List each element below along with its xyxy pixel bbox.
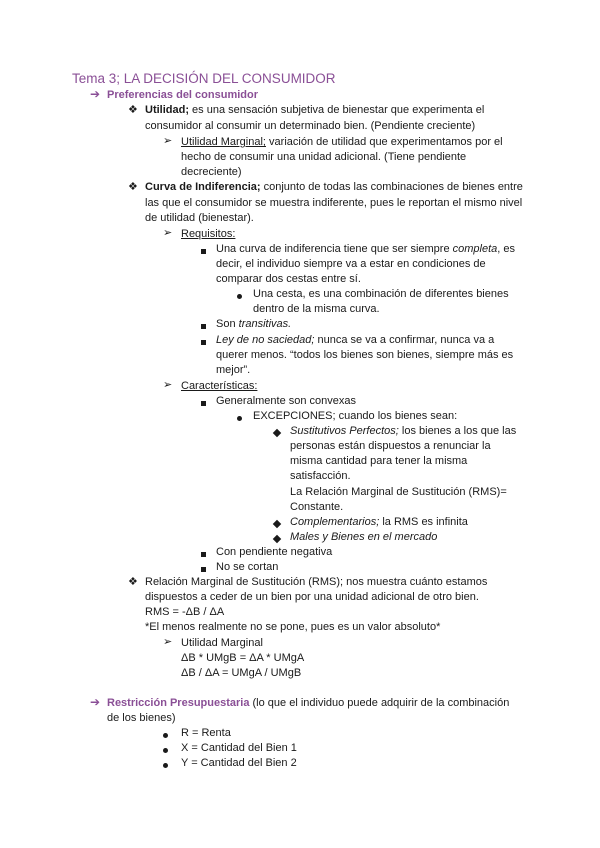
req3-text-a: Ley de no saciedad; [216,334,315,346]
exc1-text-6: Constante. [290,501,344,513]
req2-text-b: transitivas. [238,318,292,330]
round-bullet-icon [163,759,168,772]
section-heading-preferencias: Preferencias del consumidor [107,89,258,101]
req2-line [216,318,291,331]
um-text-2: hecho de consumir una unidad adicional. (Tiene pendiente [181,151,467,163]
req1-sub-text-2: dentro de la misma curva. [253,303,380,315]
sec2-text-2: de los bienes) [107,712,176,724]
req1-text-3: comparar dos cestas entre sí. [216,273,361,285]
rms-text-1: Relación Marginal de Sustitución (RMS); nos muestra cuánto estamos [145,576,488,588]
square-bullet-icon [201,336,206,349]
req1-text-2: decir, el individuo siempre va a estar en condiciones de [216,258,486,270]
arrow-right-icon: ➔ [90,695,101,709]
sec2-text-1: (lo que el individuo puede adquirir de la combinación [249,697,510,709]
diamond-star-bullet-icon: ❖ [128,576,138,588]
car2-text: Con pendiente negativa [216,546,333,558]
requisitos-label [181,228,235,241]
rms-note: *El menos realmente no se pone, pues es un valor absoluto* [145,621,441,633]
utilidad-text-1: es una sensación subjetiva de bienestar que experimenta el [189,104,485,116]
req3-text-3: mejor”. [216,364,251,376]
ci-text-1: conjunto de todas las combinaciones de bienes entre [260,181,523,193]
sec2-line-1 [107,697,509,710]
diamond-bullet-icon [274,533,280,546]
car1-text: Generalmente son convexas [216,395,357,407]
list-item: Y = Cantidad del Bien 2 [181,757,297,769]
req1-sub-text-1: Una cesta, es una combinación de diferentes bienes [253,288,509,300]
req3-line-1 [216,334,494,347]
diamond-star-bullet-icon: ❖ [128,181,138,193]
utilidad-line-1 [145,104,484,117]
round-bullet-icon [163,729,168,742]
exc3-text: Males y Bienes en el mercado [290,531,438,543]
ci-term: Curva de Indiferencia; [145,181,261,193]
square-bullet-icon [201,397,206,410]
page-title: Tema 3; LA DECISIÓN DEL CONSUMIDOR [72,71,336,86]
rms-formula: RMS = -ΔB / ΔA [145,606,225,618]
square-bullet-icon [201,245,206,258]
req3-text-b: nunca se va a confirmar, nunca va a [314,334,495,346]
diamond-bullet-icon [274,518,280,531]
diamond-bullet-icon [274,427,280,440]
req1-text-c: , es [497,243,516,255]
rms-um-formula-1: ΔB * UMgB = ΔA * UMgA [181,652,305,664]
exc1-text-3: misma cantidad para tener la misma [290,455,468,467]
exc1-text-4: satisfacción. [290,470,351,482]
utilidad-term: Utilidad; [145,104,189,116]
um-term: Utilidad Marginal; [181,136,266,148]
um-text-3: decreciente) [181,166,242,178]
exc3-line [290,531,437,544]
arrowhead-bullet-icon: ➢ [163,379,173,391]
car3-text: No se cortan [216,561,279,573]
rms-text-2: dispuestos a ceder de un bien por una unidad adicional de otro bien. [145,591,479,603]
exc1-line-1 [290,425,516,438]
rms-um-label: Utilidad Marginal [181,637,263,649]
square-bullet-icon [201,320,206,333]
caracteristicas-label-text: Características: [181,380,258,392]
caracteristicas-label [181,380,257,393]
arrowhead-bullet-icon: ➢ [163,636,173,648]
exc1-text-2: personas están dispuestos a renunciar la [290,440,491,452]
exc2-text-b: la RMS es infinita [379,516,468,528]
um-line-1 [181,136,503,149]
req1-text-a: Una curva de indiferencia tiene que ser siempre [216,243,453,255]
req2-text-a: Son [216,318,239,330]
list-item: X = Cantidad del Bien 1 [181,742,297,754]
ci-text-3: de utilidad (bienestar). [145,212,254,224]
round-bullet-icon [237,290,242,303]
exc1-text-5: La Relación Marginal de Sustitución (RMS)= [290,486,507,498]
um-text-1: variación de utilidad que experimentamos por el [265,136,503,148]
round-bullet-icon [237,412,242,425]
round-bullet-icon [163,744,168,757]
square-bullet-icon [201,548,206,561]
exc1-text-b: los bienes a los que las [398,425,517,437]
section-heading-restriccion: Restricción Presupuestaria [107,697,250,709]
ci-line-1 [145,181,523,194]
square-bullet-icon [201,563,206,576]
rms-um-formula-2: ΔB / ΔA = UMgA / UMgB [181,667,302,679]
utilidad-text-2: consumidor al consumir un determinado bien. (Pendiente creciente) [145,120,476,132]
exc2-line [290,516,468,529]
req1-text-b: completa [452,243,498,255]
excepciones-text: EXCEPCIONES; cuando los bienes sean: [253,410,458,422]
ci-text-2: las que el consumidor se muestra indiferente, pues le reportan el mismo nivel [145,197,523,209]
exc2-text-a: Complementarios; [290,516,380,528]
arrowhead-bullet-icon: ➢ [163,227,173,239]
exc1-text-a: Sustitutivos Perfectos; [290,425,399,437]
req1-line-1 [216,243,515,256]
diamond-star-bullet-icon: ❖ [128,104,138,116]
arrowhead-bullet-icon: ➢ [163,135,173,147]
requisitos-label-text: Requisitos: [181,228,236,240]
arrow-right-icon: ➔ [90,87,101,101]
list-item: R = Renta [181,727,231,739]
req3-text-2: querer menos. “todos los bienes son bienes, siempre más es [216,349,514,361]
